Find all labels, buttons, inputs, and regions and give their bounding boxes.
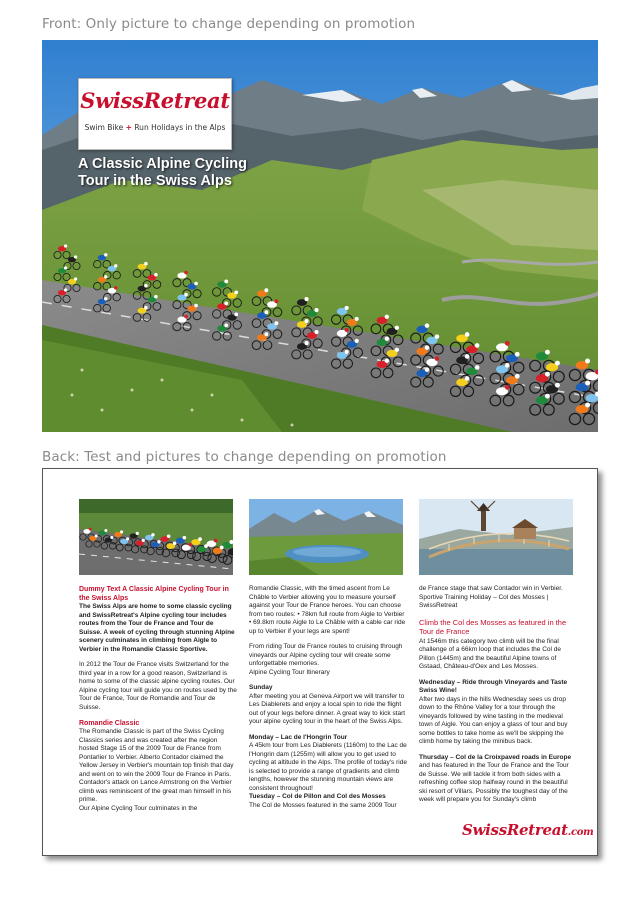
- tuesday-heading: Tuesday – Col de Pillon and Col des Mosses: [249, 793, 386, 800]
- back-cover: [42, 468, 598, 856]
- mountain-lake-photo-graphic: [249, 499, 403, 575]
- front-title-line-1: A Classic Alpine Cycling: [78, 156, 247, 172]
- back-section-label: Back: Test and pictures to change depending on promotion: [42, 449, 447, 465]
- front-title-line-2: Tour in the Swiss Alps: [78, 173, 232, 189]
- column-1-heading: Dummy Text A Classic Alpine Cycling Tour in the Swiss Alps: [79, 586, 229, 602]
- front-cover: [42, 40, 598, 432]
- village-bridge-photo: [419, 499, 573, 575]
- peloton-photo: [79, 499, 233, 575]
- romandie-classic-heading: Romandie Classic: [79, 720, 140, 727]
- monday-heading: Monday – Lac de l'Hongrin Tour: [249, 733, 348, 741]
- mountain-lake-photo: [249, 499, 403, 575]
- logo-brand-text: SwissRetreat: [80, 88, 230, 113]
- column-2-paragraph-1: Romandie Classic, with the timed ascent from Le Châble to Verbier allowing you to measure yourself against your Tour de France heroes. You can choose from two routes: • 78km full route from Aigle to Verbier • 69.8km route Aigle to Le Châble with a cable car ride up to Verbier if your legs are spent!: [249, 585, 406, 635]
- column-1-paragraph-2: The Romandie Classic is part of the Swiss Cycling Classics series and was created after the region hosted Stage 15 of the 2009 Tour de France from Pontarlier to Verbier. Alberto Contador claimed the Yellow Jersey in Verbier's mountain top finish that day and went on to win the 2009 Tour de France in Paris. Contador's attack on Lance Armstrong on the Verbier climb was reminiscent of the great man himself in his prime.: [79, 728, 234, 803]
- logo-tagline-part-b: Run Holidays in the Alps: [134, 123, 226, 132]
- village-bridge-photo-graphic: [419, 499, 573, 575]
- text-column-3: [419, 585, 577, 812]
- col-des-mosses-heading: Climb the Col des Mosses as featured in the Tour de France: [419, 617, 567, 636]
- logo-tagline-plus: +: [125, 123, 132, 132]
- sunday-heading: Sunday: [249, 684, 273, 691]
- column-2-paragraph-2: From riding Tour de France routes to cruising through vineyards our Alpine cycling tour will create some unforgettable memories.: [249, 643, 403, 667]
- column-1-paragraph-1: In 2012 the Tour de France visits Switzerland for the third year in a row for a good reason, Switzerland is home to some of the classic alpine cycling routes. Our Alpine cycling tour will guide you on routes used by the Tour de France, Tour de Romandie and Tour de Suisse.: [79, 661, 237, 711]
- back-logo: [462, 821, 593, 839]
- front-section-label: Front: Only picture to change depending on promotion: [42, 16, 416, 32]
- column-3-paragraph-2: At 1546m this category two climb will be the final challenge of a 66km loop that includes the Col de Pillon (1445m) and the beautiful Alpine towns of Gstaad, Château-d'Oex and Les Mosses.: [419, 637, 562, 670]
- thursday-text: and has featured in the Tour de France and the Tour de Suisse. We will tackle it from both sides with a refreshing coffee stop halfway round in the beautiful ski resort of Villars. Possibly the toughest day of the week will prepare you for Sunday's climb: [419, 762, 569, 803]
- peloton-photo-graphic: [79, 499, 233, 575]
- wednesday-heading: Wednesday – Ride through Vineyards and Taste Swiss Wine!: [419, 678, 568, 694]
- column-1-paragraph-3: Our Alpine Cycling Tour culminates in the: [79, 804, 198, 812]
- monday-text: A 45km tour from Les Diablerets (1160m) to the Lac de l'Hongrin dam (1255m) will allow you to get used to cycling at altitude in the Alps. The profile of today's ride is selected to provide a range of gradients and climb lengths, however the stunning mountain views are consistent throughout!: [249, 742, 407, 792]
- thursday-heading: Thursday – Col de la Croixpaved roads in Europe: [419, 753, 572, 761]
- sunday-text: After meeting you at Geneva Airport we will transfer to Les Diablerets and enjoy a local spin to ride the flight out of your legs before dinner. A great way to kick start your alpine cycling tour in the heart of the Swiss Alps.: [249, 692, 406, 725]
- tuesday-text: The Col de Mosses featured in the same 2009 Tour: [249, 801, 397, 809]
- text-column-2: [249, 585, 407, 817]
- column-1-intro: The Swiss Alps are home to some classic cycling and SwissRetreat's Alpine cycling tour includes routes from the Tour de France and Tour de Suisse. A week of cycling through stunning Alpine scenery culminates in climbing from Aigle to Verbier in the Romandie Classic Sportive.: [79, 603, 235, 653]
- back-logo-suffix: .com: [567, 827, 594, 838]
- swissretreat-logo: [78, 78, 232, 150]
- logo-tagline: [79, 123, 231, 132]
- back-logo-name: SwissRetreat: [462, 821, 568, 839]
- wednesday-text: After two days in the hills Wednesday sees us drop down to the Rhône Valley for a tour through the vineyards followed by wine tasting in the medieval town of Aigle. You can enjoy a glass of tour and buy some bottles to take home as we'll be skipping the climb home by taking the minibus back.: [419, 695, 568, 745]
- front-title: [78, 156, 318, 190]
- column-3-paragraph-1: de France stage that saw Contador win in Verbier. Sportive Training Holiday – Col des Mosses | SwissRetreat: [419, 585, 563, 609]
- itinerary-title: Alpine Cycling Tour Itinerary: [249, 668, 330, 676]
- text-column-1: [79, 585, 237, 820]
- logo-tagline-part-a: Swim Bike: [84, 123, 124, 132]
